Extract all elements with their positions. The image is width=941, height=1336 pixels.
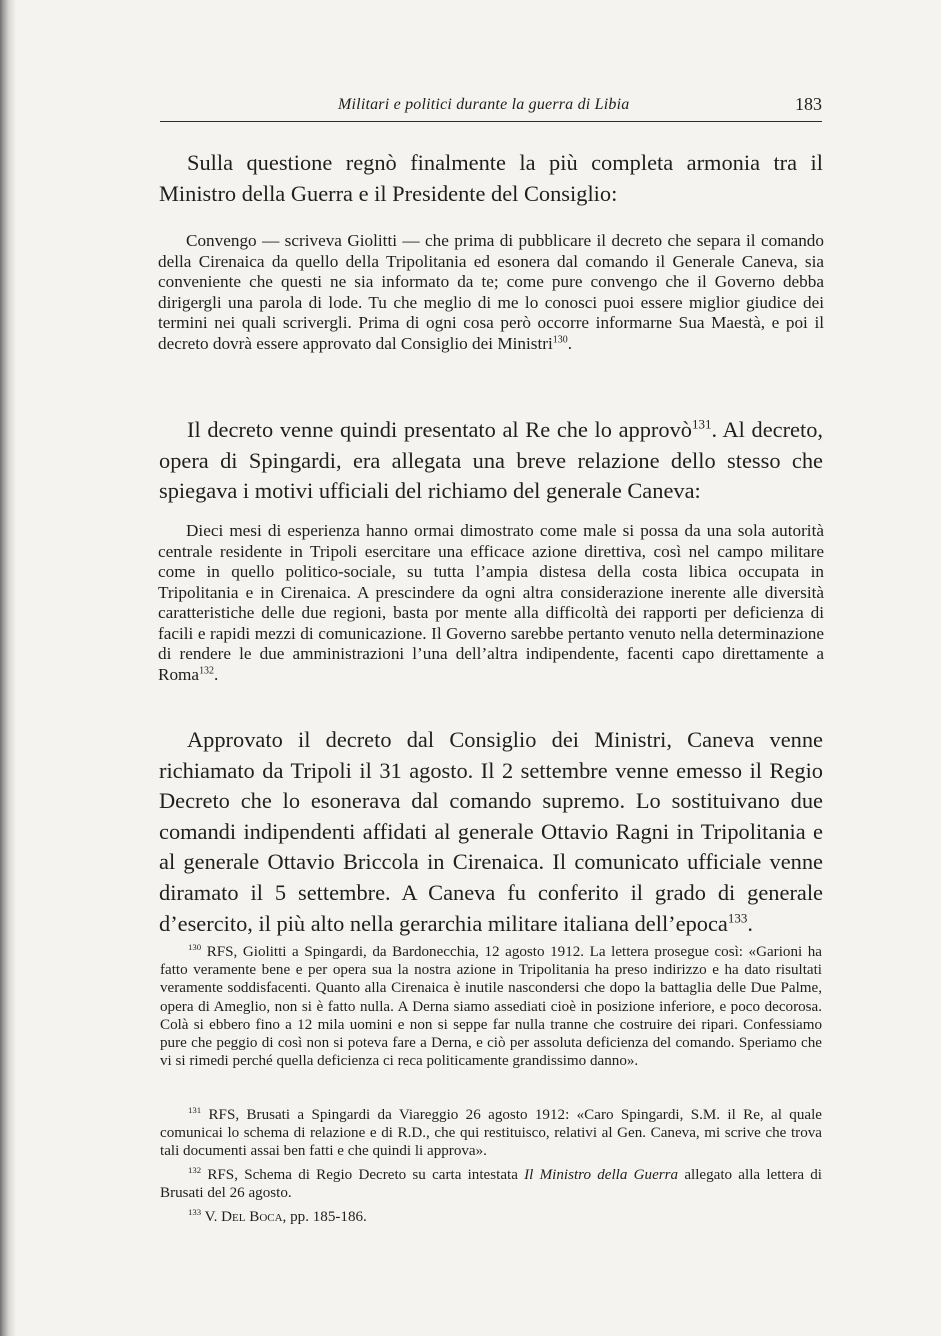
running-title: Militari e politici durante la guerra di Libia: [338, 96, 630, 113]
quote-1-text: Convengo — scriveva Giolitti — che prima di pubblicare il decreto che separa il comando della Cirenaica da quello della Tripolitania ed esonera dal comando il Generale Caneva, sia conveniente che questi ne sia informato da te; come pure convengo che il Governo debba dirigergli una parola di lode. Tu che meglio di me lo conosci puoi essere miglior giudice dei termini nei quali scrivergli. Prima di ogni cosa però occorre informarne Sua Maestà, e poi il decreto dovrà essere approvato dal Consiglio dei Ministri: [158, 231, 824, 353]
paragraph-2: [159, 415, 823, 507]
block-quote-relazione: Dieci mesi di esperienza hanno ormai dimostrato come male si possa da una sola autorità centrale residente in Tripoli esercitare una efficace azione direttiva, così nel campo militare come in quello politico-sociale, su tutta l’ampia distesa della costa libica occupata in Tripolitania e in Cirenaica. A prescindere da ogni altra considerazione inerente alle diversità caratteristiche delle due regioni, basta por mente alla difficoltà dei rapporti per deficienza di facili e rapidi mezzi di comunicazione. Il Governo sarebbe pertanto venuto nella determinazione di rendere le due amministrazioni l’una dell’altra indipendente, facenti capo direttamente a Roma$^{132}$.: [158, 521, 824, 684]
footnote-number: 131: [188, 1104, 202, 1115]
running-header: [160, 92, 822, 122]
footnote-text: RFS, Brusati a Spingardi da Viareggio 26 agosto 1912: «Caro Spingardi, S.M. il Re, al quale comunicai lo schema di relazione e di R.D., che qui restituisco, relativi al Gen. Caneva, mi scrive che trova tali documenti assai ben fatti e che quindi li approva».: [160, 1107, 822, 1160]
page-number: 183: [795, 94, 822, 114]
paragraph-3: Approvato il decreto dal Consiglio dei Ministri, Caneva venne richiamato da Tripoli il 31 agosto. Il 2 settembre venne emesso il Regio Decreto che lo esonerava dal comando supremo. Lo sostituivano due comandi indipendenti affidati al generale Ottavio Ragni in Tripolitania e al generale Ottavio Briccola in Cirenaica. Il comunicato ufficiale venne diramato il 5 settembre. A Caneva fu conferito il grado di generale d’esercito, il più alto nella gerarchia militare italiana dell’epoca$^{133}$.: [159, 727, 823, 936]
footnote-133: [160, 1208, 822, 1226]
quote-2-text: Dieci mesi di esperienza hanno ormai dimostrato come male si possa da una sola autorità centrale residente in Tripoli esercitare una efficace azione direttiva, così nel campo militare come in quello politico-sociale, su tutta l’ampia distesa della costa libica occupata in Tripolitania e in Cirenaica. A prescindere da ogni altra considerazione inerente alle diversità caratteristiche delle due regioni, basta por mente alla difficoltà dei rapporti per deficienza di facili e rapidi mezzi di comunicazione. Il Governo sarebbe pertanto venuto nella determinazione di rendere le due amministrazioni l’una dell’altra indipendente, facenti capo direttamente a Roma: [158, 521, 824, 684]
footnote-author-smallcaps: Del Boca: [221, 1209, 283, 1225]
footnote-ref-133: 133: [727, 910, 748, 926]
paragraph-1: [159, 148, 823, 209]
paragraph-2-text-b: . Al decreto, opera di Spingardi, era allegata una breve relazione dello stesso che spiegava i motivi ufficiali del richiamo del generale Caneva:: [159, 417, 823, 504]
footnote-number: 132: [188, 1164, 202, 1175]
footnote-ref-130: 130: [552, 333, 568, 345]
header-rule: [160, 121, 822, 122]
footnote-text: V.: [201, 1209, 222, 1225]
footnote-131: [160, 1106, 822, 1161]
footnote-italic-title: Il Ministro della Guerra: [524, 1167, 679, 1183]
page-gutter-shadow: [0, 0, 16, 1336]
footnote-ref-131: 131: [691, 416, 712, 432]
footnote-text: , pp. 185-186.: [282, 1209, 367, 1225]
block-quote-giolitti: Convengo — scriveva Giolitti — che prima di pubblicare il decreto che separa il comando della Cirenaica da quello della Tripolitania ed esonera dal comando il Generale Caneva, sia conveniente che questi ne sia informato da te; come pure convengo che il Governo debba dirigergli una parola di lode. Tu che meglio di me lo conosci puoi essere miglior giudice dei termini nei quali scrivergli. Prima di ogni cosa però occorre informarne Sua Maestà, e poi il decreto dovrà essere approvato dal Consiglio dei Ministri$^{130}$.: [158, 231, 824, 353]
footnote-132: [160, 1166, 822, 1202]
footnote-text: RFS, Schema di Regio Decreto su carta intestata: [201, 1167, 525, 1183]
paragraph-3-text: Approvato il decreto dal Consiglio dei Ministri, Caneva venne richiamato da Tripoli il 31 agosto. Il 2 settembre venne emesso il Regio Decreto che lo esonerava dal comando supremo. Lo sostituivano due comandi indipendenti affidati al generale Ottavio Ragni in Tripolitania e al generale Ottavio Briccola in Cirenaica. Il comunicato ufficiale venne diramato il 5 settembre. A Caneva fu conferito il grado di generale d’esercito, il più alto nella gerarchia militare italiana dell’epoca: [159, 727, 823, 936]
footnote-number: 133: [188, 1206, 202, 1217]
footnote-number: 130: [188, 941, 202, 952]
paragraph-1-text: Sulla questione regnò finalmente la più completa armonia tra il Ministro della Guerra e il Presidente del Consiglio:: [159, 150, 823, 206]
footnote-130: [160, 943, 822, 1070]
footnote-text: RFS, Giolitti a Spingardi, da Bardonecchia, 12 agosto 1912. La lettera prosegue così: «Garioni ha fatto veramente bene e per opera sua la nostra azione in Tripolitania ha preso indirizzo e ha dato risultati veramente soddisfacenti. Quanto alla Cirenaica è inutile nascondersi che dopo la battaglia delle Due Palme, opera di Ameglio, non si è fatto nulla. A Derna siamo assediati cioè in posizione inferiore, e poco decorosa. Colà si ebbero fino a 12 mila uomini e non si seppe far nulla tranne che costruire dei ripari. Confessiamo pure che peggio di così non si poteva fare a Derna, e ciò per assoluta deficienza del comando. Speriamo che vi si rimedi perché quella deficienza ci reca politicamente grandissimo danno».: [160, 944, 822, 1070]
paragraph-2-text-a: Il decreto venne quindi presentato al Re che lo approvò: [187, 417, 692, 442]
footnote-text: allegato alla lettera di Brusati del 26 agosto.: [160, 1167, 822, 1202]
footnote-ref-132: 132: [199, 664, 215, 676]
